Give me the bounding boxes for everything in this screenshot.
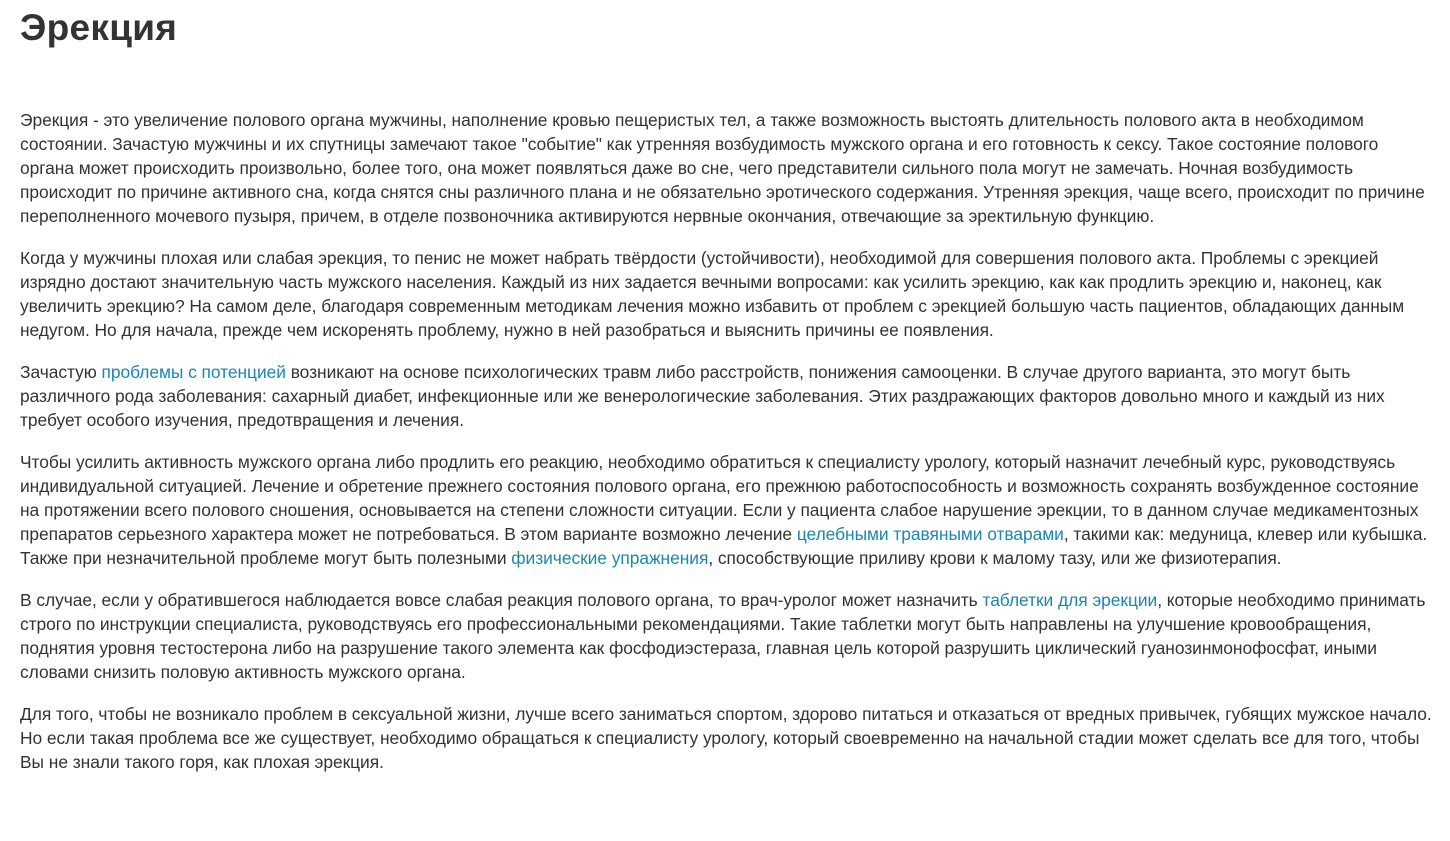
paragraph-text: , способствующие приливу крови к малому тазу, или же физиотерапия. [708,548,1282,568]
paragraph-text: возникают на основе психологических травм либо расстройств, понижения самооценки. В случае другого варианта, это могут быть различного рода заболевания: сахарный диабет, инфекционные или же венерологические заболевания. Этих раздражающих факторов довольно много и каждый из них требует особого изучения, предотвращения и лечения. [20,362,1385,430]
paragraph-2 [20,246,1432,342]
paragraph-text: В случае, если у обратившегося наблюдается вовсе слабая реакция полового органа, то врач-уролог может назначить [20,590,983,610]
paragraph-text: , которые необходимо принимать строго по инструкции специалиста, руководствуясь его профессиональными рекомендациями. Такие таблетки могут быть направлены на улучшение кровообращения, поднятия уровня тестостерона либо на разрушение такого элемента как фосфодиэстераза, главная цель которой разрушить циклический гуанозинмонофосфат, иными словами снизить половую активность мужского органа. [20,590,1426,682]
link-erection-pills[interactable]: таблетки для эрекции [982,590,1158,610]
link-physical-exercises[interactable]: физические упражнения [511,548,709,568]
paragraph-4 [20,450,1432,570]
link-herbal-decoctions[interactable]: целебными травяными отварами [796,524,1064,544]
article [20,0,1432,792]
paragraph-text: Для того, чтобы не возникало проблем в сексуальной жизни, лучше всего заниматься спортом, здорово питаться и отказаться от вредных привычек, губящих мужское начало. Но если такая проблема все же существует, необходимо обращаться к специалисту урологу, который своевременно на начальной стадии может сделать все для того, чтобы Вы не знали такого горя, как плохая эрекция. [20,704,1432,772]
link-potency-problems[interactable]: проблемы с потенцией [101,362,286,382]
paragraph-text: Зачастую [20,362,102,382]
paragraph-3 [20,360,1432,432]
article-body [20,108,1432,774]
paragraph-text: Когда у мужчины плохая или слабая эрекция, то пенис не может набрать твёрдости (устойчивости), необходимой для совершения полового акта. Проблемы с эрекцией изрядно достают значительную часть мужского населения. Каждый из них задается вечными вопросами: как усилить эрекцию, как как продлить эрекцию и, наконец, как увеличить эрекцию? На самом деле, благодаря современным методикам лечения можно избавить от проблем с эрекцией большую часть пациентов, обладающих данным недугом. Но для начала, прежде чем искоренять проблему, нужно в ней разобраться и выяснить причины ее появления. [20,248,1405,340]
paragraph-text: , такими как: медуница, клевер или кубышка. Также при незначительной проблеме могут быть полезными [20,524,1428,568]
paragraph-text: Чтобы усилить активность мужского органа либо продлить его реакцию, необходимо обратиться к специалисту урологу, который назначит лечебный курс, руководствуясь индивидуальной ситуацией. Лечение и обретение прежнего состояния полового органа, его прежнюю работоспособность и возможность сохранять возбужденное состояние на протяжении всего полового сношения, основывается на степени сложности ситуации. Если у пациента слабое нарушение эрекции, то в данном случае медикаментозных препаратов серьезного характера может не потребоваться. В этом варианте возможно лечение [20,452,1419,544]
paragraph-1 [20,108,1432,228]
paragraph-text: Эрекция - это увеличение полового органа мужчины, наполнение кровью пещеристых тел, а также возможность выстоять длительность полового акта в необходимом состоянии. Зачастую мужчины и их спутницы замечают такое "событие" как утренняя возбудимость мужского органа и его готовность к сексу. Такое состояние полового органа может происходить произвольно, более того, она может появляться даже во сне, чего представители сильного пола могут не замечать. Ночная возбудимость происходит по причине активного сна, когда снятся сны различного плана и не обязательно эротического содержания. Утренняя эрекция, чаще всего, происходит по причине переполненного мочевого пузыря, причем, в отделе позвоночника активируются нервные окончания, отвечающие за эректильную функцию. [20,110,1425,226]
page-title: Эрекция [20,7,178,48]
paragraph-6 [20,702,1432,774]
paragraph-5 [20,588,1432,684]
